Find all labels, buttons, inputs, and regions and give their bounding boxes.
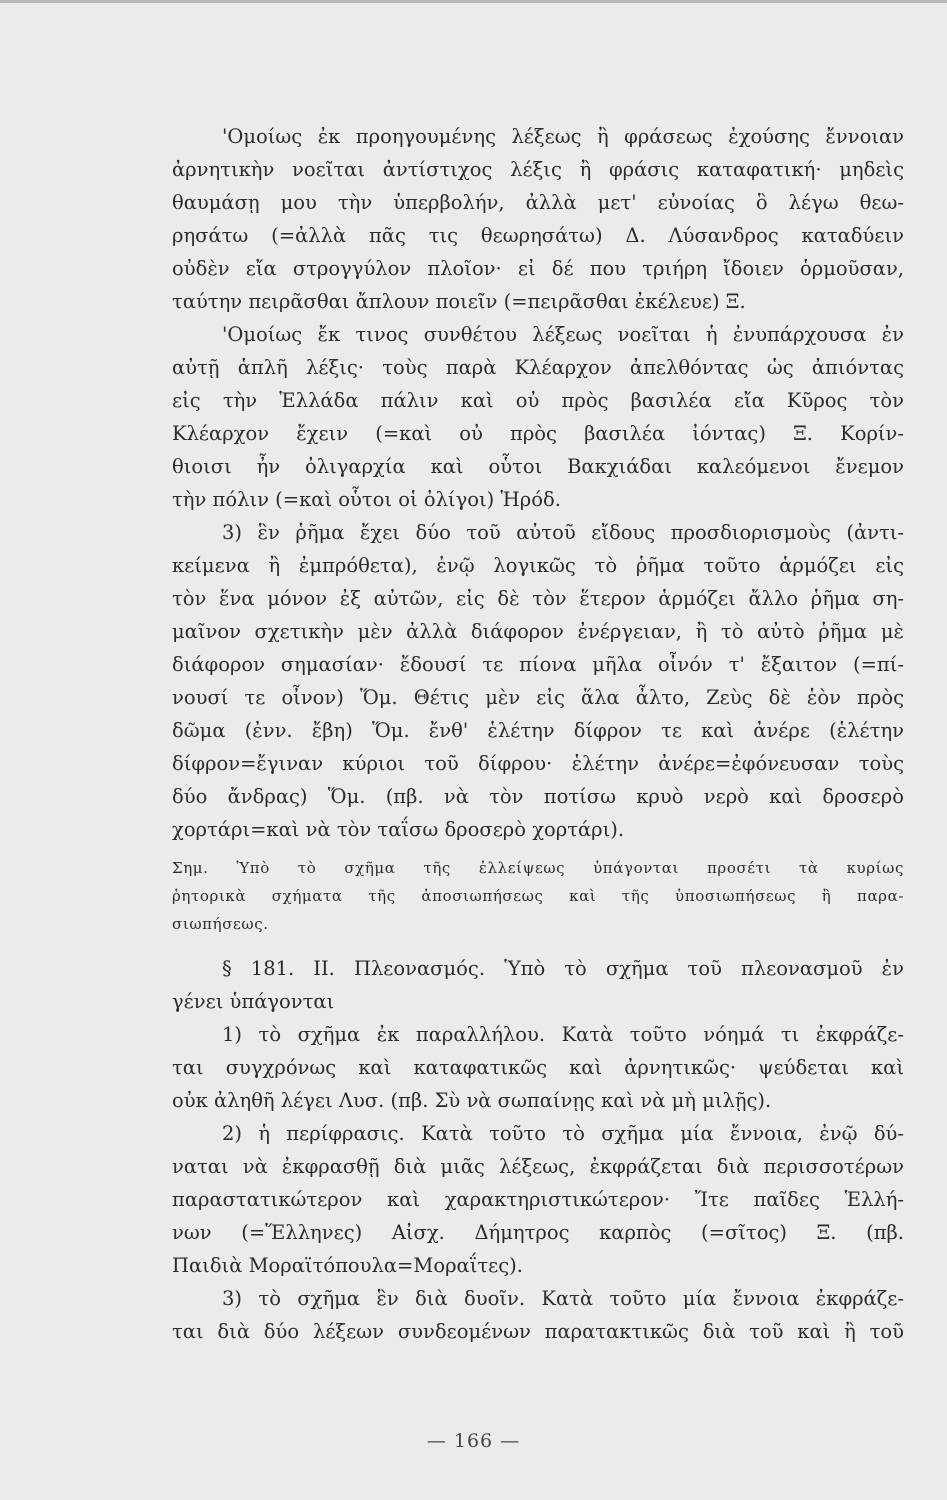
text-line: χορτάρι=καὶ νὰ τὸν ταΐσω δροσερὸ χορτάρι). xyxy=(172,818,625,841)
text-line: 3) τὸ σχῆμα ἓν διὰ δυοῖν. Κατὰ τοῦτο μία ἔννοια ἐκφράζε- xyxy=(222,1287,904,1310)
text-line: ἀρνητικὴν νοεῖται ἀντίστιχος λέξις ἢ φράσις καταφατική· μηδεὶς xyxy=(172,158,904,181)
note-line: σιωπήσεως. xyxy=(172,915,269,933)
text-line: νουσί τε οἶνον) Ὅμ. Θέτις μὲν εἰς ἅλα ἆλτο, Ζεὺς δὲ ἑὸν πρὸς xyxy=(172,686,904,709)
text-line: 'Ομοίως ἐκ προηγουμένης λέξεως ἢ φράσεως ἐχούσης ἔννοιαν xyxy=(222,125,904,148)
text-line: θιοισι ἦν ὀλιγαρχία καὶ οὗτοι Βακχιάδαι καλεόμενοι ἔνεμον xyxy=(172,455,904,478)
item-hendiadys xyxy=(172,1282,904,1348)
text-line: διάφορον σημασίαν· ἔδουσί τε πίονα μῆλα οἶνόν τ' ἔξαιτον (=πί- xyxy=(172,653,904,676)
item-parallel-figure xyxy=(172,1018,904,1117)
text-line: Κλέαρχον ἔχειν (=καὶ οὐ πρὸς βασιλέα ἰόντας) Ξ. Κορίν- xyxy=(172,422,904,445)
text-line: παραστατικώτερον καὶ χαρακτηριστικώτερον· Ἴτε παῖδες Ἑλλή- xyxy=(172,1188,904,1211)
text-line: μαῖνον σχετικὴν μὲν ἀλλὰ διάφορον ἐνέργειαν, ἢ τὸ αὐτὸ ῥῆμα μὲ xyxy=(172,620,904,643)
text-line: δύο ἄνδρας) Ὅμ. (πβ. νὰ τὸν ποτίσω κρυὸ νερὸ καὶ δροσερὸ xyxy=(172,785,904,808)
text-line: νων (=Ἕλληνες) Αἰσχ. Δήμητρος καρπὸς (=σῖτος) Ξ. (πβ. xyxy=(172,1221,904,1244)
paragraph-ellipsis-compound xyxy=(172,318,904,516)
section-181-pleonasm xyxy=(172,952,904,1018)
text-line: οὐκ ἀληθῆ λέγει Λυσ. (πβ. Σὺ νὰ σωπαίνῃς καὶ νὰ μὴ μιλῇς). xyxy=(172,1089,772,1112)
text-line: 'Ομοίως ἔκ τινος συνθέτου λέξεως νοεῖται ἡ ἐνυπάρχουσα ἐν xyxy=(222,323,904,346)
text-line: ται συγχρόνως καὶ καταφατικῶς καὶ ἀρνητικῶς· ψεύδεται καὶ xyxy=(172,1056,904,1079)
text-line: 2) ἡ περίφρασις. Κατὰ τοῦτο τὸ σχῆμα μία ἔννοια, ἐνῷ δύ- xyxy=(222,1122,904,1145)
top-border xyxy=(0,0,947,3)
text-line: 1) τὸ σχῆμα ἐκ παραλλήλου. Κατὰ τοῦτο νόημά τι ἐκφράζε- xyxy=(222,1023,904,1046)
text-line: κείμενα ἢ ἐμπρόθετα), ἐνῷ λογικῶς τὸ ῥῆμα τοῦτο ἁρμόζει εἰς xyxy=(172,554,904,577)
note-line: ῥητορικὰ σχήματα τῆς ἀποσιωπήσεως καὶ τῆς ὑποσιωπήσεως ἢ παρα- xyxy=(172,887,904,905)
text-line: οὐδὲν εἴα στρογγύλον πλοῖον· εἰ δέ που τριήρη ἴδοιεν ὁρμοῦσαν, xyxy=(172,257,904,280)
text-line: 3) ἓν ῥῆμα ἔχει δύο τοῦ αὐτοῦ εἴδους προσδιορισμοὺς (ἀντι- xyxy=(222,521,904,544)
text-line: αὐτῇ ἁπλῆ λέξις· τοὺς παρὰ Κλέαρχον ἀπελθόντας ὡς ἀπιόντας xyxy=(172,356,904,379)
text-line: θαυμάσῃ μου τὴν ὑπερβολήν, ἀλλὰ μετ' εὐνοίας ὃ λέγω θεω- xyxy=(172,191,904,214)
text-line: ρησάτω (=ἀλλὰ πᾶς τις θεωρησάτω) Δ. Λύσανδρος καταδύειν xyxy=(172,224,904,247)
note-line: Σημ. Ὑπὸ τὸ σχῆμα τῆς ἐλλείψεως ὑπάγονται προσέτι τὰ κυρίως xyxy=(172,859,904,877)
text-line: γένει ὑπάγονται xyxy=(172,990,335,1013)
text-line: ταύτην πειρᾶσθαι ἄπλουν ποιεῖν (=πειρᾶσθαι ἐκέλευε) Ξ. xyxy=(172,290,746,313)
text-line: ναται νὰ ἐκφρασθῇ διὰ μιᾶς λέξεως, ἐκφράζεται διὰ περισσοτέρων xyxy=(172,1155,904,1178)
page-number: — 166 — xyxy=(426,1430,521,1452)
item-periphrasis xyxy=(172,1117,904,1282)
text-line: ται διὰ δύο λέξεων συνδεομένων παρατακτικῶς διὰ τοῦ καὶ ἢ τοῦ xyxy=(172,1320,904,1343)
text-line: δίφρον=ἔγιναν κύριοι τοῦ δίφρου· ἑλέτην ἀνέρε=ἐφόνευσαν τοὺς xyxy=(172,752,904,775)
text-line: εἰς τὴν Ἑλλάδα πάλιν καὶ οὐ πρὸς βασιλέα εἴα Κῦρος τὸν xyxy=(172,389,904,412)
section-heading-line: § 181. II. Πλεονασμός. Ὑπὸ τὸ σχῆμα τοῦ πλεονασμοῦ ἐν xyxy=(222,957,904,980)
paragraph-ellipsis-negation xyxy=(172,120,904,318)
text-line: Παιδιὰ Μοραϊτόπουλα=Μοραΐτες). xyxy=(172,1254,523,1277)
page-text xyxy=(172,120,904,1348)
paragraph-zeugma xyxy=(172,516,904,846)
footnote-remark xyxy=(172,854,904,938)
text-line: τὴν πόλιν (=καὶ οὗτοι οἱ ὀλίγοι) Ἡρόδ. xyxy=(172,488,561,511)
text-line: δῶμα (ἐνν. ἔβη) Ὅμ. ἔνθ' ἑλέτην δίφρον τε καὶ ἀνέρε (ἑλέτην xyxy=(172,719,904,742)
text-line: τὸν ἕνα μόνον ἐξ αὐτῶν, εἰς δὲ τὸν ἕτερον ἁρμόζει ἄλλο ῥῆμα ση- xyxy=(172,587,904,610)
